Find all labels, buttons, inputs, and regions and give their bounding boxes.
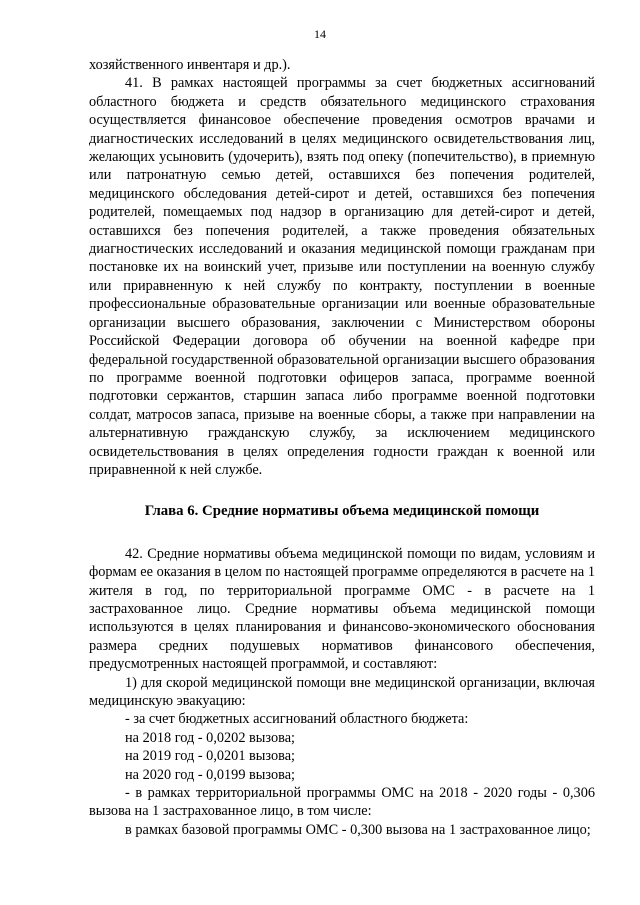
list-value-2020: на 2020 год - 0,0199 вызова; <box>125 766 296 783</box>
document-body <box>89 56 595 839</box>
paragraph-42: 42. Средние нормативы объема медицинской помощи по видам, условиям и формам ее оказания в целом по настоящей программе определяются в расчете на 1 жителя в год, по территориальной программе ОМС - в расчете на 1 застрахованное лицо. Средние нормативы объема медицинской помощи используются в целях планирования и финансово-экономического обоснования размера средних подушевых нормативов финансового обеспечения, предусмотренных настоящей программой, и составляют: <box>89 545 595 673</box>
list-subitem-base-oms: в рамках базовой программы ОМС - 0,300 вызова на 1 застрахованное лицо; <box>125 821 591 838</box>
list-value-2018: на 2018 год - 0,0202 вызова; <box>125 729 296 746</box>
list-value-2019: на 2019 год - 0,0201 вызова; <box>125 748 296 765</box>
chapter-heading: Глава 6. Средние нормативы объема медицинской помощи <box>144 503 540 520</box>
list-subitem-oms: - в рамках территориальной программы ОМС на 2018 - 2020 годы - 0,306 вызова на 1 застрахованное лицо, в том числе: <box>89 785 595 820</box>
list-item-1: 1) для скорой медицинской помощи вне медицинской организации, включая медицинскую эвакуацию: <box>89 674 595 709</box>
list-subitem-budget: - за счет бюджетных ассигнований областного бюджета: <box>125 711 469 728</box>
paragraph-continuation: хозяйственного инвентаря и др.). <box>89 57 291 73</box>
paragraph-41: 41. В рамках настоящей программы за счет бюджетных ассигнований областного бюджета и средств обязательного медицинского страхования осуществляется финансовое обеспечение проведения осмотров врачами и диагностических исследований в целях медицинского освидетельствования лиц, желающих усыновить (удочерить), взять под опеку (попечительство), в приемную или патронатную семью детей, оставшихся без попечения родителей, медицинского обследования детей-сирот и детей, оставшихся без попечения родителей, помещаемых под надзор в организацию для детей-сирот и детей, оставшихся без попечения родителей, а также проведения обязательных диагностических исследований и оказания медицинской помощи гражданам при постановке их на воинский учет, призыве или поступлении на военную службу или приравненную к ней службу по контракту, поступлении в военные профессиональные образовательные организации или военные образовательные организации высшего образования, заключении с Министерством обороны Российской Федерации договора об обучении на военной кафедре при федеральной государственной образовательной организации высшего образования по программе военной подготовки офицеров запаса, программе военной подготовки сержантов, старшин запаса либо программе военной подготовки солдат, матросов запаса, призыве на военные сборы, а также при направлении на альтернативную гражданскую службу, за исключением медицинского освидетельствования в целях определения годности граждан к военной или приравненной к ней службе. <box>89 75 595 478</box>
page-number: 14 <box>314 27 326 41</box>
